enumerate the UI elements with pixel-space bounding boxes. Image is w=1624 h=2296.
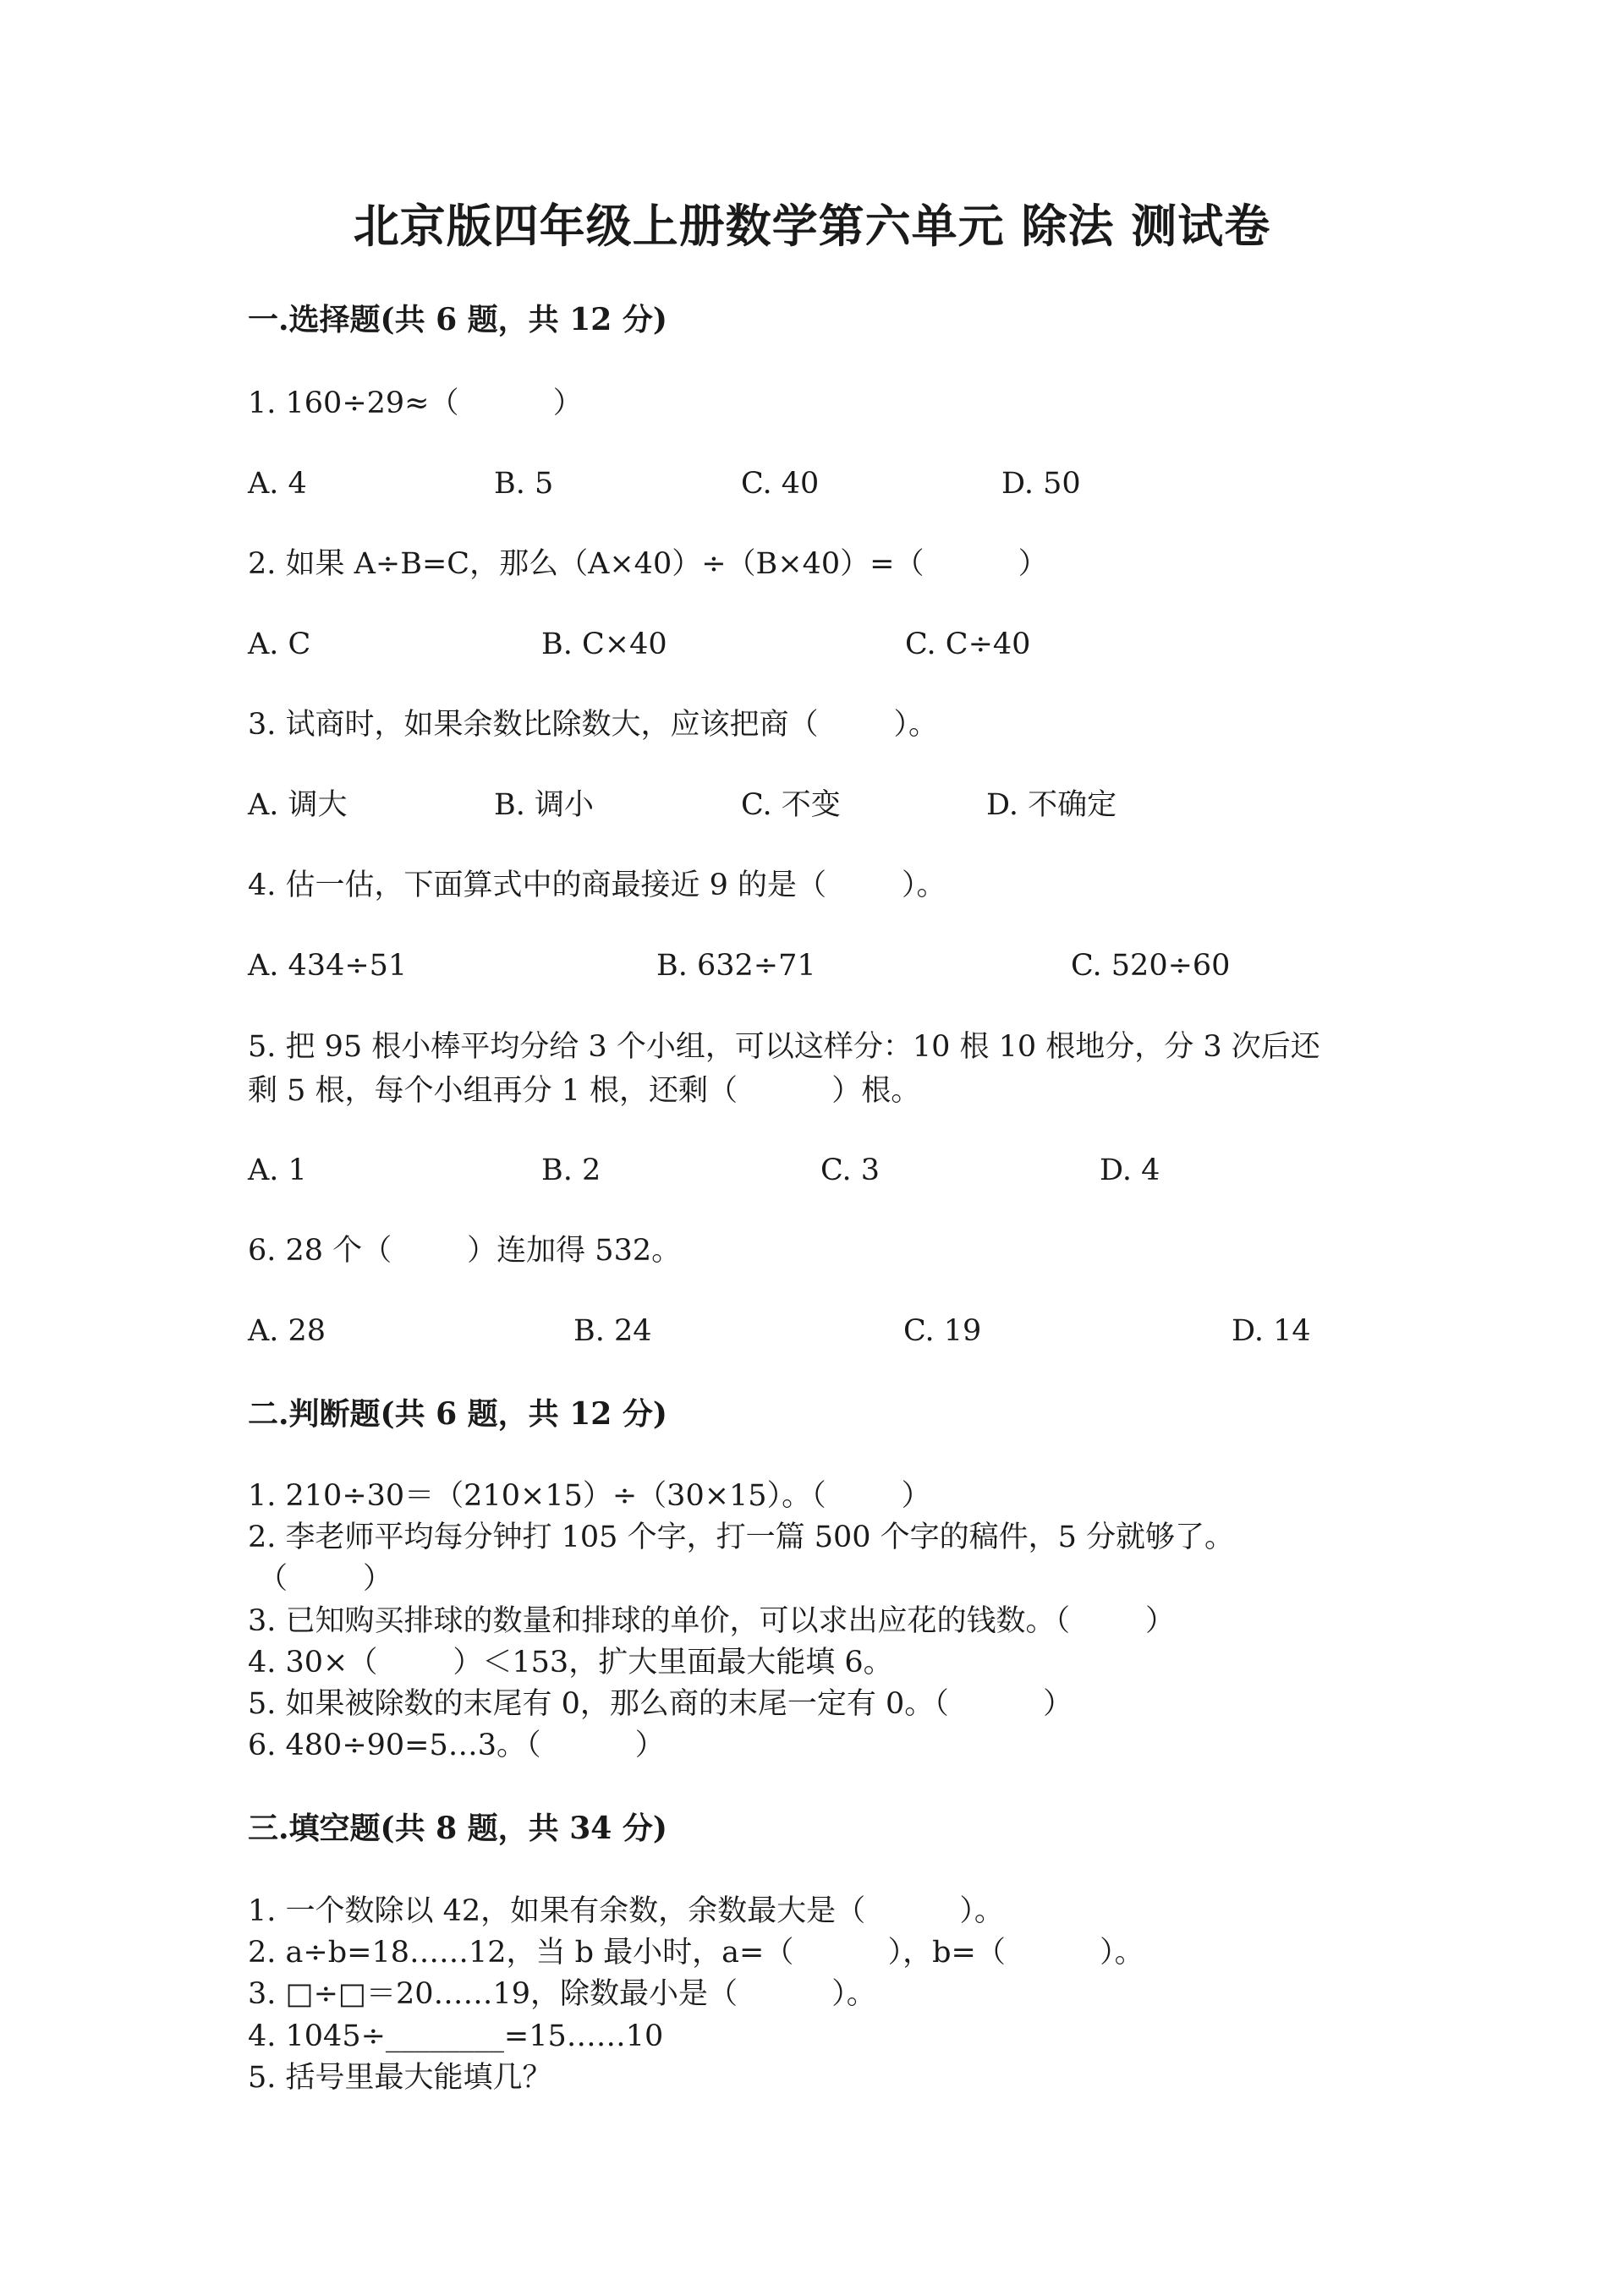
option-b: B. 2 <box>541 1153 601 1187</box>
fill-item: 2. a÷b=18……12，当 b 最小时，a=（ ），b=（ ）。 <box>248 1936 1144 1970</box>
option-c: C. 19 <box>903 1314 982 1348</box>
option-b: B. 5 <box>494 467 554 501</box>
fill-item: 5. 括号里最大能填几？ <box>248 2061 552 2095</box>
fill-item: 1. 一个数除以 42，如果有余数，余数最大是（ ）。 <box>248 1894 1004 1928</box>
section-heading-judge: 二.判断题(共 6 题，共 12 分) <box>248 1396 667 1432</box>
option-a: A. C <box>248 627 311 661</box>
judge-item: 3. 已知购买排球的数量和排球的单价，可以求出应花的钱数。（ ） <box>248 1604 1176 1638</box>
question-text: 6. 28 个（ ）连加得 532。 <box>248 1234 682 1268</box>
option-c: C. 3 <box>820 1153 881 1187</box>
question-text: 3. 试商时，如果余数比除数大，应该把商（ ）。 <box>248 708 939 742</box>
option-c: C. C÷40 <box>905 627 1031 661</box>
question-text: 4. 估一估，下面算式中的商最接近 9 的是（ ）。 <box>248 869 946 902</box>
judge-item: 5. 如果被除数的末尾有 0，那么商的末尾一定有 0。（ ） <box>248 1687 1073 1721</box>
option-d: D. 4 <box>1100 1153 1160 1187</box>
fill-item: 3. □÷□＝20……19，除数最小是（ ）。 <box>248 1977 876 2011</box>
option-b: B. C×40 <box>541 627 667 661</box>
option-a: A. 1 <box>248 1153 307 1187</box>
question-text-line2: 剩 5 根，每个小组再分 1 根，还剩（ ）根。 <box>248 1074 921 1108</box>
section-heading-choice: 一.选择题(共 6 题，共 12 分) <box>248 302 667 337</box>
option-b: B. 调小 <box>494 788 594 822</box>
option-c: C. 40 <box>741 467 820 501</box>
page-title: 北京版四年级上册数学第六单元 除法 测试卷 <box>353 199 1271 253</box>
judge-item: 4. 30×（ ）＜153，扩大里面最大能填 6。 <box>248 1646 893 1680</box>
option-c: C. 不变 <box>741 788 841 822</box>
judge-item: 6. 480÷90=5…3。（ ） <box>248 1729 665 1762</box>
option-b: B. 632÷71 <box>656 949 816 983</box>
judge-item: 1. 210÷30＝（210×15）÷（30×15）。（ ） <box>248 1479 931 1513</box>
section-heading-fill: 三.填空题(共 8 题，共 34 分) <box>248 1811 667 1846</box>
option-d: D. 50 <box>1001 467 1081 501</box>
judge-item-continuation: （ ） <box>258 1562 393 1596</box>
option-d: D. 不确定 <box>986 788 1117 822</box>
fill-item: 4. 1045÷________=15……10 <box>248 2019 664 2053</box>
question-text: 1. 160÷29≈（ ） <box>248 386 583 420</box>
question-text: 2. 如果 A÷B=C，那么（A×40）÷（B×40）=（ ） <box>248 547 1048 581</box>
judge-item: 2. 李老师平均每分钟打 105 个字，打一篇 500 个字的稿件，5 分就够了。 <box>248 1521 1235 1554</box>
option-a: A. 434÷51 <box>248 949 408 983</box>
option-a: A. 28 <box>248 1314 326 1348</box>
option-c: C. 520÷60 <box>1071 949 1231 983</box>
option-a: A. 调大 <box>248 788 348 822</box>
option-b: B. 24 <box>573 1314 652 1348</box>
option-a: A. 4 <box>248 467 307 501</box>
question-text-line1: 5. 把 95 根小棒平均分给 3 个小组，可以这样分：10 根 10 根地分，分 3 次后还 <box>248 1030 1320 1064</box>
option-d: D. 14 <box>1232 1314 1311 1348</box>
